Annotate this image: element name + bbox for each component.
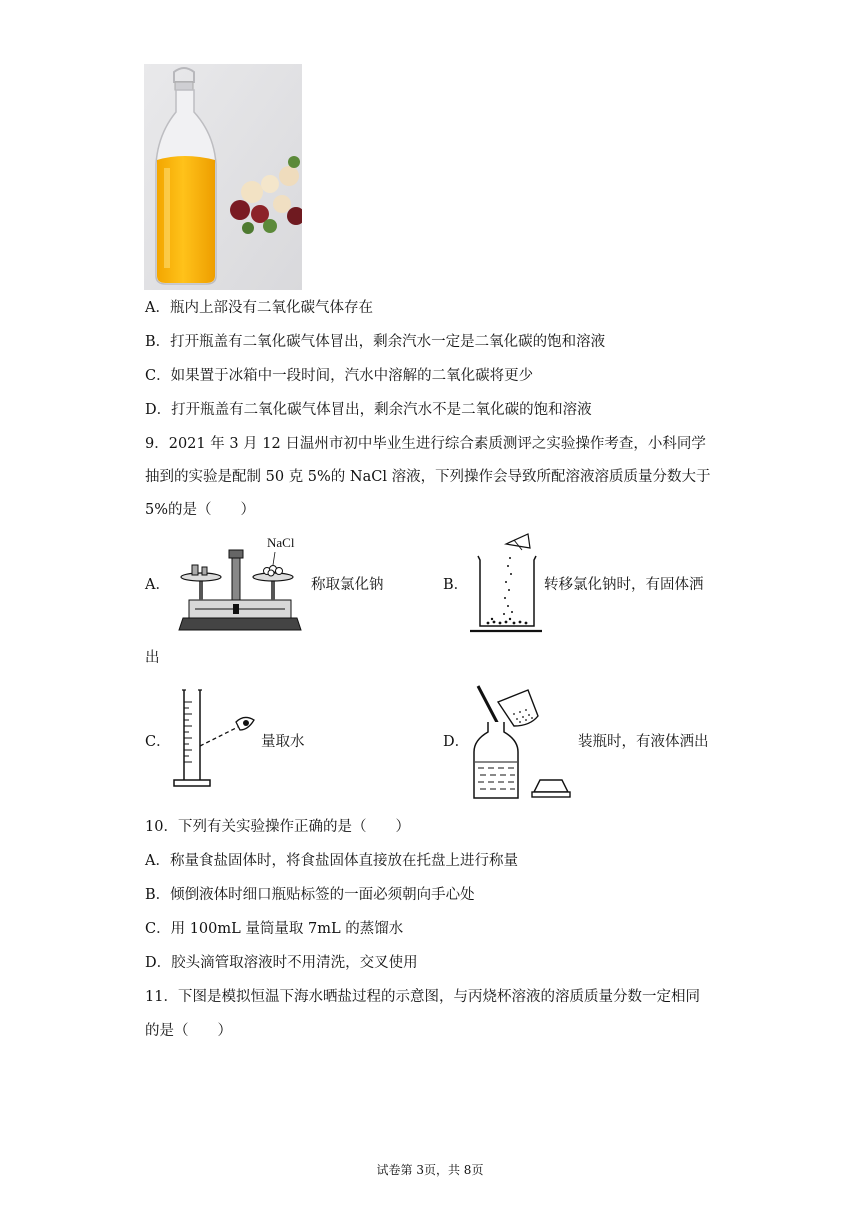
balance-scale-figure: [175, 534, 305, 634]
q9-stem-line-2: 抽到的实验是配制 50 克 5%的 NaCl 溶液，下列操作会导致所配溶液溶质质量分数大于: [145, 469, 711, 485]
q9-option-b-letter: B．: [443, 577, 469, 593]
graduated-cylinder-figure: [170, 688, 262, 792]
q9-option-a-text: 称取氯化钠: [311, 577, 384, 593]
q9-option-a-letter: A．: [145, 577, 170, 593]
q9-stem-line-1: 9．2021 年 3 月 12 日温州市初中毕业生进行综合素质测评之实验操作考查，小科同学: [145, 436, 706, 452]
bottle-filling-figure: [470, 682, 578, 802]
q10-option-d: D．胶头滴管取溶液时不用清洗，交叉使用: [145, 955, 418, 971]
soda-bottle-photo: [144, 64, 302, 290]
nacl-label: NaCl: [267, 535, 295, 550]
q11-stem-line-1: 11．下图是模拟恒温下海水晒盐过程的示意图，与丙烧杯溶液的溶质质量分数一定相同: [145, 989, 700, 1005]
q10-option-b: B．倾倒液体时细口瓶贴标签的一面必须朝向手心处: [145, 887, 475, 903]
q8-option-a: A．瓶内上部没有二氧化碳气体存在: [145, 300, 373, 316]
q10-option-a: A．称量食盐固体时，将食盐固体直接放在托盘上进行称量: [145, 853, 518, 869]
q9-option-c-letter: C．: [145, 734, 171, 750]
q9-option-d-letter: D．: [443, 734, 470, 750]
q8-option-d: D．打开瓶盖有二氧化碳气体冒出，剩余汽水不是二氧化碳的饱和溶液: [145, 402, 592, 418]
page-footer: 试卷第 3页，共 8页: [376, 1163, 484, 1177]
q8-option-b: B．打开瓶盖有二氧化碳气体冒出，剩余汽水一定是二氧化碳的饱和溶液: [145, 334, 606, 350]
q10-option-c: C．用 100mL 量筒量取 7mL 的蒸馏水: [145, 921, 404, 937]
q9-stem-line-3: 5%的是（ ）: [145, 502, 256, 518]
q11-stem-line-2: 的是（ ）: [145, 1023, 232, 1039]
q9-option-b-text-continued: 出: [145, 650, 160, 666]
q10-stem: 10．下列有关实验操作正确的是（ ）: [145, 819, 410, 835]
q9-option-c-text: 量取水: [261, 734, 305, 750]
q9-option-b-text: 转移氯化钠时，有固体洒: [544, 577, 704, 593]
beaker-transfer-figure: [470, 530, 542, 636]
q8-option-c: C．如果置于冰箱中一段时间，汽水中溶解的二氧化碳将更少: [145, 368, 534, 384]
q9-option-d-text: 装瓶时，有液体洒出: [578, 734, 709, 750]
